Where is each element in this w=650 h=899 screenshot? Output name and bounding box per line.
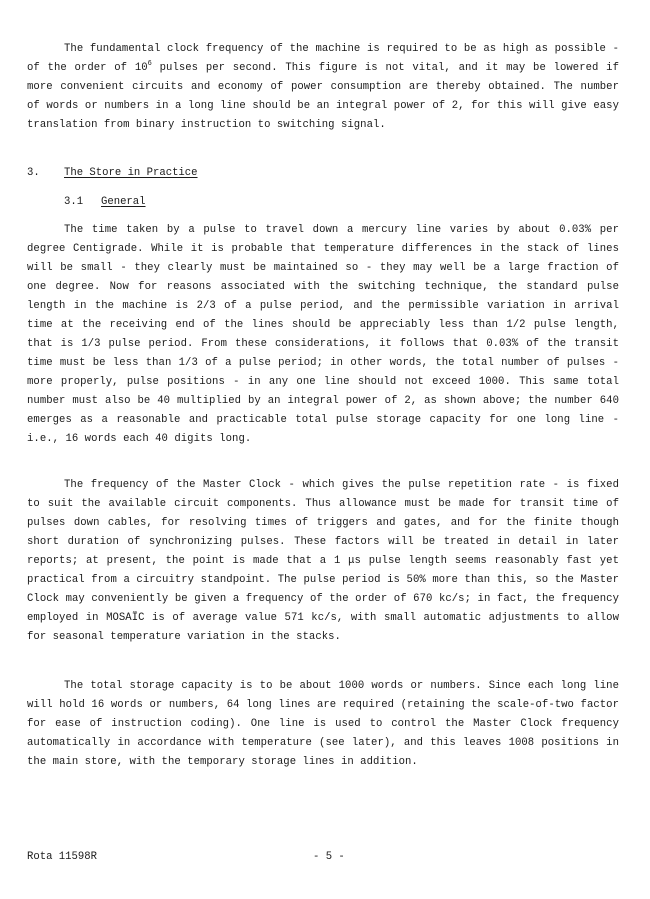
subsection-number: 3.1 <box>64 196 84 208</box>
footer-reference: Rota 11598R <box>27 851 97 863</box>
page-number: - 5 - <box>313 851 345 863</box>
section-heading <box>27 164 198 183</box>
section-number: 3. <box>27 167 40 179</box>
paragraph-mercury-line: The time taken by a pulse to travel down a mercury line varies by about 0.03% per degree Centigrade. While it is probable that temperature differences in the stack of lines will be small - they clearly must be maintained so - they may well be a large fraction of one degree. Now for reasons associated with the switching technique, the standard pulse length in the machine is 2/3 of a pulse period, and the permissible variation in arrival time at the receiving end of the lines should be appreciably less than 1/2 pulse length, that is 1/3 pulse period. From these considerations, it follows that 0.03% of the transit time must be less than 1/3 of a pulse period; in other words, the total number of pulses - more properly, pulse positions - in any one line should not exceed 1000. This same total number must also be 40 multiplied by an integral power of 2, as shown above; the number 640 emerges as a reasonable and practicable total pulse storage capacity for one long line - i.e., 16 words each 40 digits long. <box>27 224 619 445</box>
paragraph-clock-frequency <box>27 40 619 135</box>
paragraph-text: The fundamental clock frequency of the machine is required to be as high as possible - of the order of 10 <box>27 43 619 74</box>
paragraph-storage-capacity: The total storage capacity is to be about 1000 words or numbers. Since each long line will hold 16 words or numbers, 64 long lines are required (retaining the scale-of-two factor for ease of instruction coding). One line is used to control the Master Clock frequency automatically in accordance with temperature (see later), and this leaves 1008 positions in the main store, with the temporary storage lines in addition. <box>27 680 619 768</box>
subsection-heading <box>64 193 146 212</box>
paragraph-text: pulses per second. This figure is not vital, and it may be lowered if more convenient circuits and economy of power consumption are thereby obtained. The number of words or numbers in a long line should be an integral power of 2, for this will give easy translation from binary instruction to switching signal. <box>27 62 619 131</box>
subsection-title: General <box>101 196 146 208</box>
exponent: 6 <box>147 60 152 68</box>
section-title: The Store in Practice <box>64 167 198 179</box>
paragraph-master-clock: The frequency of the Master Clock - which gives the pulse repetition rate - is fixed to suit the available circuit components. Thus allowance must be made for transit time of pulses down cables, for resolving times of triggers and gates, and for the finite though short duration of synchronizing pulses. These factors will be treated in detail in later reports; at present, the point is made that a 1 μs pulse length seems reasonably fast yet practical from a circuitry standpoint. The pulse period is 50% more than this, so the Master Clock may conveniently be given a frequency of the order of 670 kc/s; in fact, the frequency employed in MOSAÏC is of average value 571 kc/s, with small automatic adjustments to allow for seasonal temperature variation in the stacks. <box>27 479 619 643</box>
